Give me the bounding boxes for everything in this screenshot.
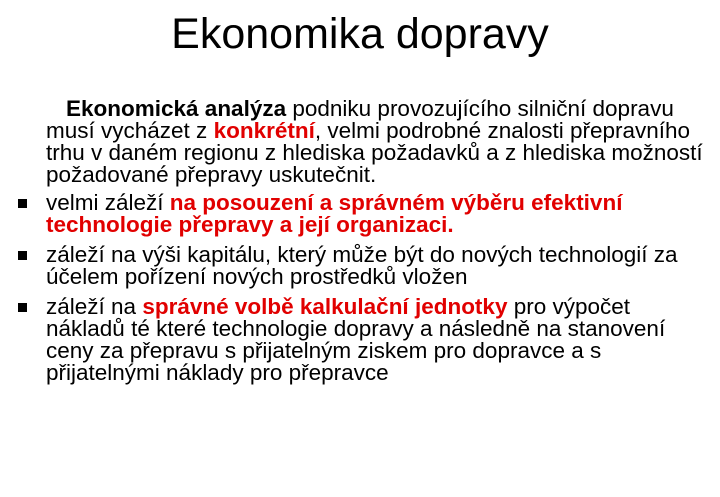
bullet-item-capital <box>18 244 714 288</box>
bullet-text-after: pro výpočet nákladů té které technologie dopravy a následně na stanovení ceny za přepravu s přijatelným ziskem pro dopravce a s přijatelnými náklady pro přepravce <box>46 294 666 385</box>
square-bullet-icon <box>18 199 27 208</box>
bullet-item-calculation-unit <box>18 296 714 384</box>
intro-highlight: konkrétní <box>213 118 315 143</box>
bullet-text-before: velmi záleží <box>46 190 170 215</box>
square-bullet-icon <box>18 251 27 260</box>
intro-text-2: , velmi podrobné znalosti přepravního trhu v daném regionu z hlediska požadavků a z hlediska možností požadované přepravy uskutečnit. <box>46 118 703 187</box>
bullet-text-before: záleží na <box>46 294 143 319</box>
intro-text-1: podniku provozujícího silniční dopravu musí vycházet z <box>46 96 674 143</box>
bullet-highlight: správné volbě kalkulační jednotky <box>142 294 508 319</box>
intro-paragraph <box>46 98 714 186</box>
bullet-highlight: na posouzení a správném výběru efektivní technologie přepravy a její organizaci. <box>46 190 623 237</box>
slide-content <box>18 98 714 392</box>
bullet-item-technology <box>18 192 714 236</box>
slide-title: Ekonomika dopravy <box>171 10 549 58</box>
intro-bold-lead: Ekonomická analýza <box>66 96 287 121</box>
square-bullet-icon <box>18 303 27 312</box>
bullet-text-before: záleží na výši kapitálu, který může být do nových technologií za účelem pořízení nových prostředků vložen <box>46 242 678 289</box>
bullet-list <box>18 192 714 384</box>
